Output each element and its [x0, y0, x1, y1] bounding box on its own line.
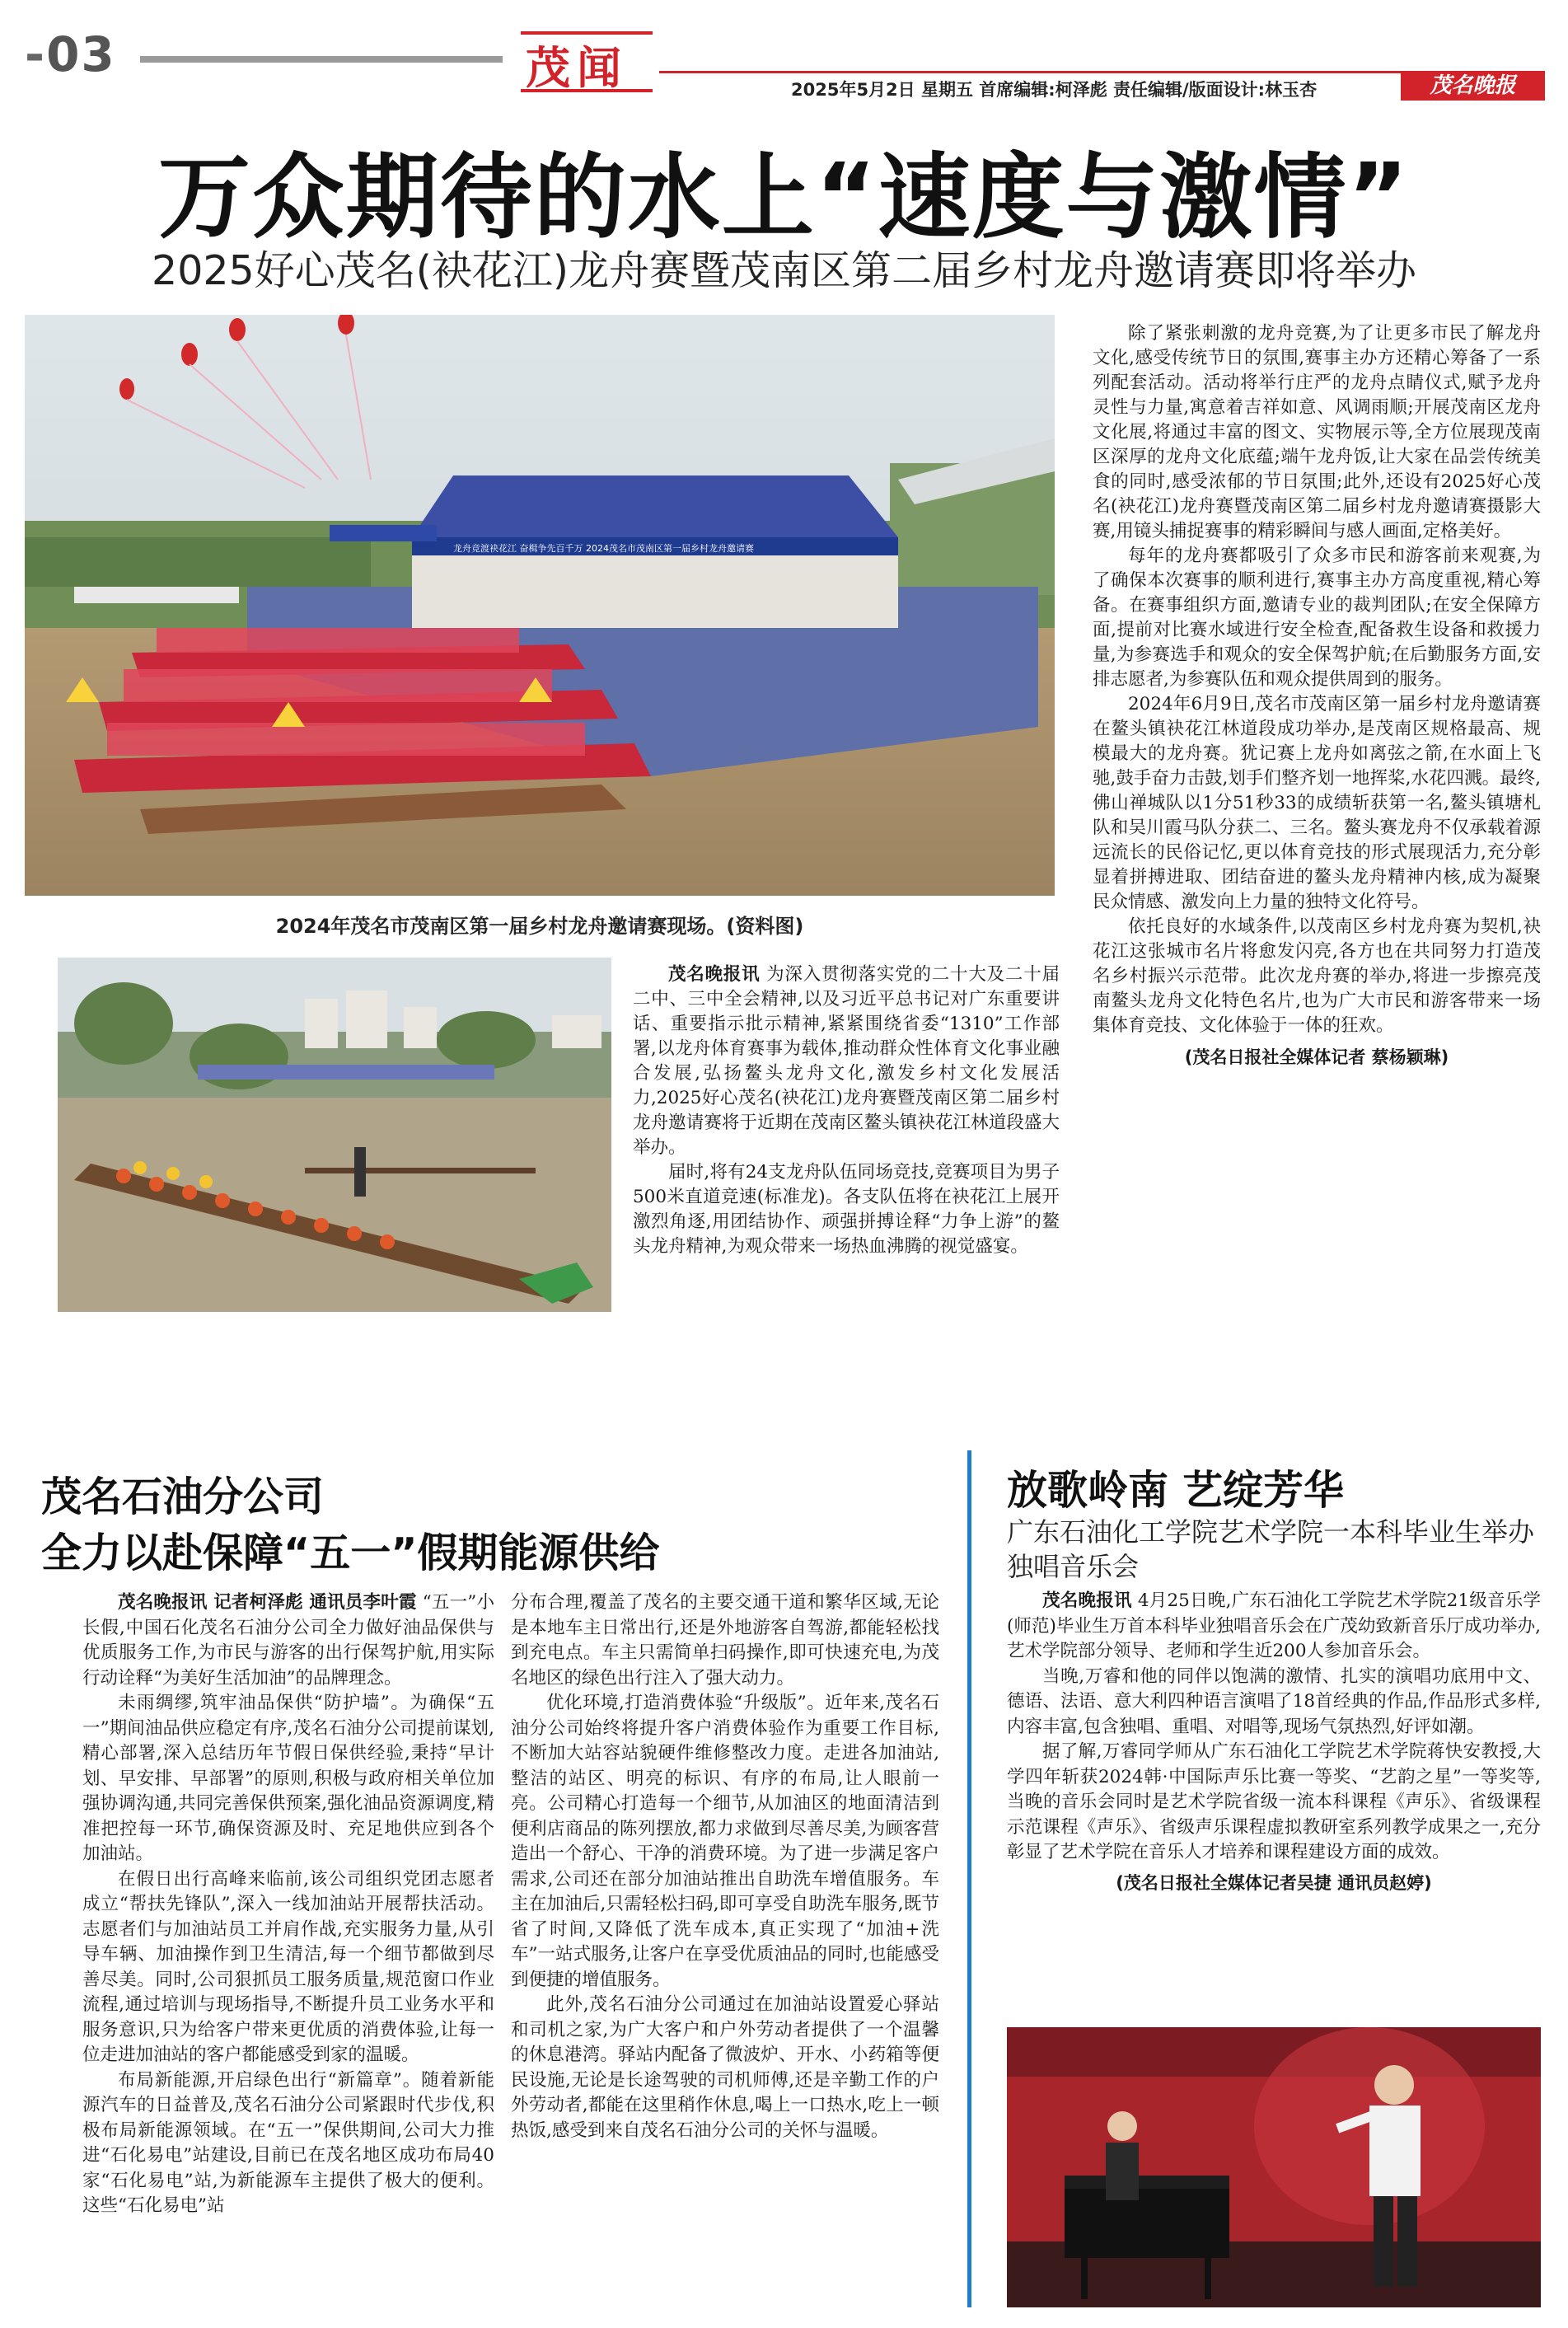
story2-para-2: 未雨绸缪,筑牢油品保供“防护墙”。为确保“五一”期间油品供应稳定有序,茂名石油分公司提前谋划,精心部署,深入总结历年节假日保供经验,秉持“早计划、早安排、早部署”的原则,积极与政府相关单位加强协调沟通,共同完善保供预案,强化油品资源调度,精准把控每一环节,确保资源及时、充足地供应到各个加油站。 — [82, 1693, 494, 1864]
story2-para-4: 布局新能源,开启绿色出行“新篇章”。随着新能源汽车的日益普及,茂名石油分公司紧跟时代步伐,积极布局新能源领域。在“五一”保供期间,公司大力推进“石化易电”站建设,目前已在茂名地区成功布局40家“石化易电”站,为新能源车主提供了极大的便利。这些“石化易电”站 — [82, 2069, 494, 2216]
story3-para-3: 据了解,万睿同学师从广东石油化工学院艺术学院蒋快安教授,大学四年斩获2024韩·中国际声乐比赛一等奖、“艺韵之星”一等奖等,当晚的音乐会同时是艺术学院省级一流本科课程《声乐》、省级课程示范课程《声乐》、省级声乐课程虚拟教研室系列教学成果之一,充分彰显了艺术学院在音乐人才培养和课程建设方面的成效。 — [1007, 1741, 1541, 1862]
story1-left-column — [633, 963, 1060, 1259]
story3-para-2: 当晚,万睿和他的同伴以饱满的激情、扎实的演唱功底用中文、德语、法语、意大利四种语言演唱了18首经典的作品,作品形式多样,内容丰富,包含独唱、重唱、对唱等,现场气氛热烈,好评如潮。 — [1007, 1665, 1541, 1737]
story2-column-2 — [511, 1590, 939, 2143]
story2-para-3: 在假日出行高峰来临前,该公司组织党团志愿者成立“帮扶先锋队”,深入一线加油站开展帮扶活动。志愿者们与加油站员工并肩作战,充实服务力量,从引导车辆、加油操作到卫生清洁,每一个细节都做到尽善尽美。同时,公司狠抓员工服务质量,规范窗口作业流程,通过培训与现场指导,不断提升员工业务水平和服务意识,只为给客户带来更优质的消费体验,让每一位走进加油站的客户都能感受到家的温暖。 — [82, 1868, 494, 2065]
story1-para-1: 茂名晚报讯 为深入贯彻落实党的二十大及二十届二中、三中全会精神,以及习近平总书记对广东重要讲话、重要指示批示精神,紧紧围绕省委“1310”工作部署,以龙舟体育赛事为载体,推动群众性体育文化事业融合发展,弘扬鳌头龙舟文化,激发乡村文化发展活力,2025好心茂名(袂花江)龙舟赛暨茂南区第二届乡村龙舟邀请赛将于近期在茂南区鳌头镇袂花江林道段盛大举办。 — [633, 964, 1060, 1158]
story1-right-column — [1093, 321, 1541, 1070]
photo1-caption: 2024年茂名市茂南区第一届乡村龙舟邀请赛现场。(资料图) — [275, 915, 804, 938]
section-title: 茂闻 — [526, 42, 628, 94]
dragon-boat-event-illustration — [25, 315, 1055, 896]
banner-text: 龙舟竞渡袂花江 奋楫争先百千万 2024茂名市茂南区第一届乡村龙舟邀请赛 — [453, 543, 754, 554]
story1-byline: (茂名日报社全媒体记者 蔡杨颖琳) — [1184, 1047, 1449, 1067]
page-number: -03 — [25, 26, 116, 82]
story2-para-5: 分布合理,覆盖了茂名的主要交通干道和繁华区域,无论是本地车主日常出行,还是外地游客自驾游,都能轻松找到充电点。车主只需简单扫码操作,即可快速充电,为茂名地区的绿色出行注入了强大动力。 — [511, 1592, 939, 1689]
story3-headline: 放歌岭南 艺绽芳华 — [1007, 1467, 1345, 1514]
story2-headline-line1: 茂名石油分公司 — [41, 1473, 325, 1520]
story3-column — [1007, 1589, 1541, 1895]
story1-right-para-3: 2024年6月9日,茂名市茂南区第一届乡村龙舟邀请赛在鳌头镇袂花江林道段成功举办,是茂南区规格最高、规模最大的龙舟赛。犹记赛上龙舟如离弦之箭,在水面上飞驰,鼓手奋力击鼓,划手们整齐划一地挥桨,水花四溅。最终,佛山禅城队以1分51秒33的成绩斩获第一名,鳌头镇塘札队和吴川霞马队分获二、三名。鳌头赛龙舟不仅承载着源远流长的民俗记忆,更以体育竞技的形式展现活力,充分彰显着拼搏进取、团结奋进的鳌头龙舟精神内核,成为凝聚民众情感、激发向上力量的独特文化符号。 — [1093, 694, 1541, 912]
story2-para-1: 茂名晚报讯 记者柯泽彪 通讯员李叶霞 “五一”小长假,中国石化茂名石油分公司全力做好油品保供与优质服务工作,为市民与游客的出行保驾护航,用实际行动诠释“为美好生活加油”的品牌理念。 — [82, 1592, 494, 1689]
story2-para-6: 优化环境,打造消费体验“升级版”。近年来,茂名石油分公司始终将提升客户消费体验作为重要工作目标,不断加大站容站貌硬件维修整改力度。走进各加油站,整洁的站区、明亮的标识、有序的布局,让人眼前一亮。公司精心打造每一个细节,从加油区的地面清洁到便利店商品的陈列摆放,都力求做到尽善尽美,为顾客营造出一个舒心、干净的消费环境。为了进一步满足客户需求,公司还在部分加油站推出自助洗车增值服务。车主在加油后,只需轻松扫码,即可享受自助洗车服务,既节省了时间,又降低了洗车成本,真正实现了“加油+洗车”一站式服务,让客户在享受优质油品的同时,也能感受到便捷的增值服务。 — [511, 1693, 939, 1990]
story1-right-para-1: 除了紧张刺激的龙舟竞赛,为了让更多市民了解龙舟文化,感受传统节日的氛围,赛事主办方还精心筹备了一系列配套活动。活动将举行庄严的龙舟点睛仪式,赋予龙舟灵性与力量,寓意着吉祥如意、风调雨顺;开展茂南区龙舟文化展,将通过丰富的图文、实物展示等,全方位展现茂南区深厚的龙舟文化底蕴;端午龙舟饭,让大家在品尝传统美食的同时,感受浓郁的节日氛围;此外,还设有2025好心茂名(袂花江)龙舟赛暨茂南区第二届乡村龙舟邀请赛摄影大赛,用镜头捕捉赛事的精彩瞬间与感人画面,定格美好。 — [1093, 323, 1541, 541]
story2-column-1 — [82, 1590, 494, 2219]
concert-illustration — [1007, 2027, 1541, 2307]
story2-headline-line2: 全力以赴保障“五一”假期能源供给 — [41, 1529, 660, 1576]
story3-byline: (茂名日报社全媒体记者吴捷 通讯员赵婷) — [1116, 1872, 1432, 1893]
page-header — [0, 0, 1568, 115]
header-gray-rule — [140, 56, 503, 63]
story3-subheadline: 广东石油化工学院艺术学院一本科毕业生举办独唱音乐会 — [1007, 1516, 1535, 1582]
story1-subheadline: 2025好心茂名(袂花江)龙舟赛暨茂南区第二届乡村龙舟邀请赛即将举办 — [152, 247, 1416, 294]
paper-logo: 茂名晚报 — [1401, 71, 1545, 101]
dragon-boat-race-illustration — [58, 958, 611, 1312]
photo-dragon-boat-race — [58, 958, 611, 1312]
story2-para-7: 此外,茂名石油分公司通过在加油站设置爱心驿站和司机之家,为广大客户和户外劳动者提供了一个温馨的休息港湾。驿站内配备了微波炉、开水、小药箱等便民设施,无论是长途驾驶的司机师傅,还是辛勤工作的户外劳动者,都能在这里稍作休息,喝上一口热水,吃上一顿热饭,感受到来自茂名石油分公司的关怀与温暖。 — [511, 1994, 939, 2141]
story3-divider — [967, 1450, 971, 2307]
photo-dragon-boat-event — [25, 315, 1055, 896]
story1-right-para-2: 每年的龙舟赛都吸引了众多市民和游客前来观赛,为了确保本次赛事的顺利进行,赛事主办方高度重视,精心筹备。在赛事组织方面,邀请专业的裁判团队;在安全保障方面,提前对比赛水域进行安全检查,配备救生设备和救援力量,为参赛选手和观众的安全保驾护航;在后勤服务方面,安排志愿者,为参赛队伍和观众提供周到的服务。 — [1093, 546, 1541, 690]
story1-headline: 万众期待的水上“速度与激情” — [157, 144, 1411, 251]
story3-para-1: 茂名晚报讯 4月25日晚,广东石油化工学院艺术学院21级音乐学(师范)毕业生万首本科毕业独唱音乐会在广茂幼致新音乐厅成功举办,艺术学院部分领导、老师和学生近200人参加音乐会。 — [1007, 1590, 1541, 1661]
date-line: 2025年5月2日 星期五 首席编辑:柯泽彪 责任编辑/版面设计:林玉杏 — [791, 80, 1318, 100]
photo-concert — [1007, 2027, 1541, 2307]
story1-para-2: 届时,将有24支龙舟队伍同场竞技,竞赛项目为男子500米直道竞速(标准龙)。各支队伍将在袂花江上展开激烈角逐,用团结协作、顽强拼搏诠释“力争上游”的鳌头龙舟精神,为观众带来一场热血沸腾的视觉盛宴。 — [633, 1162, 1060, 1257]
story1-right-para-4: 依托良好的水域条件,以茂南区乡村龙舟赛为契机,袂花江这张城市名片将愈发闪亮,各方也在共同努力打造茂名乡村振兴示范带。此次龙舟赛的举办,将进一步擦亮茂南鳌头龙舟文化特色名片,也为广大市民和游客带来一场集体育竞技、文化体验于一体的狂欢。 — [1093, 916, 1541, 1036]
